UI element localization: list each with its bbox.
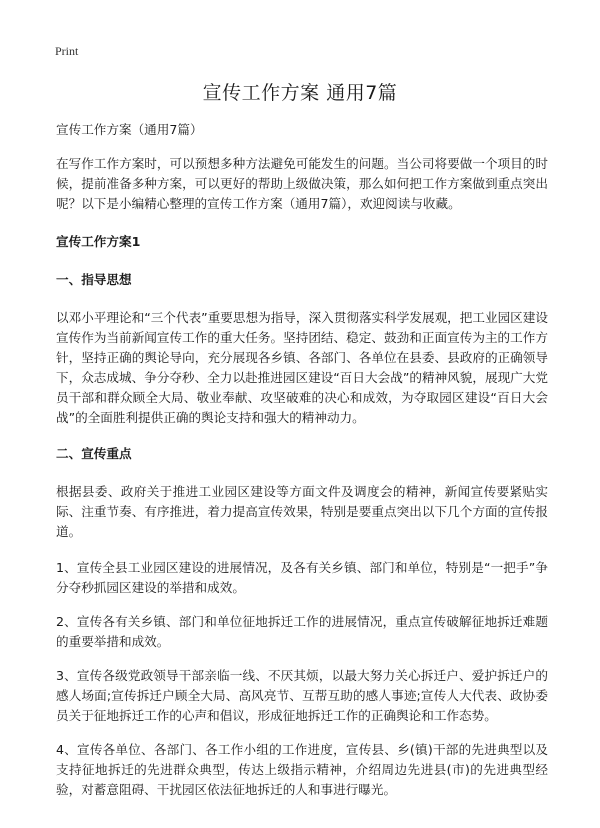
document-title: 宣传工作方案 通用7篇: [202, 82, 398, 104]
heading-guiding-ideology: 一、指导思想: [56, 272, 132, 287]
print-link[interactable]: Print: [55, 44, 79, 58]
document-body: [56, 120, 548, 814]
paragraph-guiding-ideology: 以邓小平理论和“三个代表”重要思想为指导，深入贯彻落实科学发展观，把工业园区建设宣传作为当前新闻宣传工作的重大任务。坚持团结、稳定、鼓劲和正面宣传为主的工作方针，坚持正确的舆论导向，充分展现各乡镇、各部门、各单位在县委、县政府的正确领导下，众志成城、争分夺秒、全力以赴推进园区建设“百日大会战”的精神风貌，展现广大党员干部和群众顾全大局、敬业奉献、攻坚破难的决心和成效，为夺取园区建设“百日大会战”的全面胜利提供正确的舆论支持和强大的精神动力。: [56, 310, 548, 425]
list-item-3: 3、宣传各级党政领导干部亲临一线、不厌其烦，以最大努力关心拆迁户、爱护拆迁户的感人场面;宣传拆迁户顾全大局、高风亮节、互帮互助的感人事迹;宣传人大代表、政协委员关于征地拆迁工作的心声和倡议，形成征地拆迁工作的正确舆论和工作态势。: [56, 668, 548, 723]
list-item-4: 4、宣传各单位、各部门、各工作小组的工作进度，宣传县、乡(镇)干部的先进典型以及支持征地拆迁的先进群众典型，传达上级指示精神，介绍周边先进县(市)的先进典型经验，对蓄意阻碍、干扰园区依法征地拆迁的人和事进行曝光。: [56, 742, 548, 797]
intro-paragraph: 在写作工作方案时，可以预想多种方法避免可能发生的问题。当公司将要做一个项目的时候，提前准备多种方案，可以更好的帮助上级做决策，那么如何把工作方案做到重点突出呢？以下是小编精心整理的宣传工作方案（通用7篇），欢迎阅读与收藏。: [56, 156, 548, 211]
paragraph-publicity-focus: 根据县委、政府关于推进工业园区建设等方面文件及调度会的精神，新闻宣传要紧贴实际、注重节奏、有序推进，着力提高宣传效果，特别是要重点突出以下几个方面的宣传报道。: [56, 484, 548, 539]
heading-publicity-focus: 二、宣传重点: [56, 446, 132, 461]
document-subtitle: 宣传工作方案（通用7篇）: [56, 122, 203, 137]
list-item-2: 2、宣传各有关乡镇、部门和单位征地拆迁工作的进展情况，重点宣传破解征地拆迁难题的重要举措和成效。: [56, 614, 548, 649]
list-item-1: 1、宣传全县工业园区建设的进展情况，及各有关乡镇、部门和单位，特别是“一把手”争分夺秒抓园区建设的举措和成效。: [56, 560, 548, 595]
section-title: 宣传工作方案1: [56, 234, 141, 249]
